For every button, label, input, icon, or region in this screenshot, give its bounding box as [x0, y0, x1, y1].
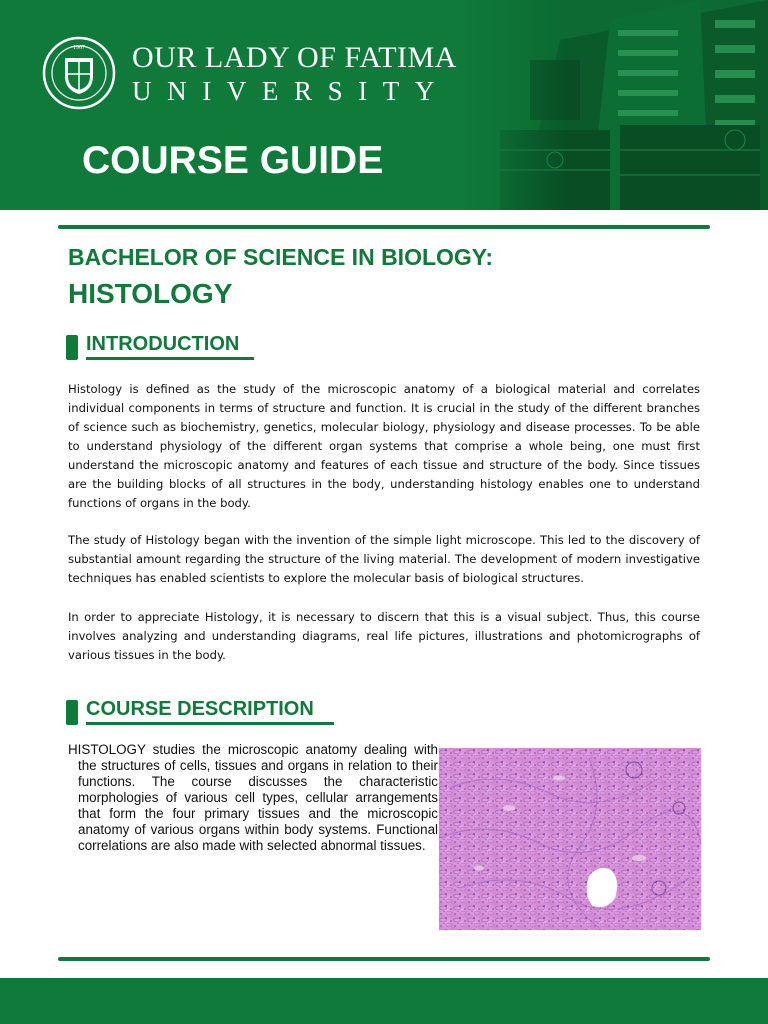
intro-paragraph-3: In order to appreciate Histology, it is necessary to discern that this is a visual subject. Thus, this course involves analyzing and understanding diagrams, real life pictures, illustrations and photomicrographs of various tissues in the body.: [68, 610, 700, 662]
bottom-divider: [58, 957, 710, 961]
university-name: OUR LADY OF FATIMA: [132, 41, 457, 74]
logo-year: 1967: [73, 45, 85, 51]
heading-underline: [86, 722, 334, 725]
campus-building-photo: [460, 0, 768, 210]
heading-underline: [86, 357, 254, 360]
footer-bar: [0, 978, 768, 1024]
intro-paragraph-1: Histology is defined as the study of the microscopic anatomy of a biological material and correlates individual components in terms of structure and function. It is crucial in the study of the different branches of science such as biochemistry, genetics, molecular biology, physiology and disease processes. To be able to understand physiology of the different organ systems that comprise a whole being, one must first understand the microscopic anatomy and features of each tissue and structure of the body. Since tissues are the building blocks of all structures in the body, understanding histology enables one to understand functions of organs in the body.: [68, 382, 700, 510]
university-seal-icon: [42, 36, 116, 110]
histology-photomicrograph: [439, 748, 701, 930]
program-title: BACHELOR OF SCIENCE IN BIOLOGY:: [68, 244, 494, 270]
university-subtitle: UNIVERSITY: [132, 76, 450, 106]
header-banner: [0, 0, 768, 210]
course-description-label: COURSE DESCRIPTION: [86, 698, 314, 720]
course-description-text: HISTOLOGY studies the microscopic anatomy dealing with the structures of cells, tissues and organs in relation to their functions. The course discusses the characteristic morphologies of various cell types, cellular arrangements that form the four primary tissues and the microscopic anatomy of various organs within body systems. Functional correlations are also made with selected abnormal tissues.: [68, 742, 438, 853]
section-marker: [66, 335, 78, 360]
top-divider: [58, 225, 710, 229]
section-marker: [66, 700, 78, 725]
document-type-title: COURSE GUIDE: [82, 139, 384, 182]
course-description-heading: [66, 697, 346, 727]
introduction-heading: [66, 332, 266, 362]
intro-paragraph-2: The study of Histology began with the invention of the simple light microscope. This led to the discovery of substantial amount regarding the structure of the living material. The development of modern investigative techniques has enabled scientists to explore the molecular basis of biological structures.: [68, 533, 700, 585]
subject-title: HISTOLOGY: [68, 278, 233, 309]
introduction-label: INTRODUCTION: [86, 333, 240, 355]
